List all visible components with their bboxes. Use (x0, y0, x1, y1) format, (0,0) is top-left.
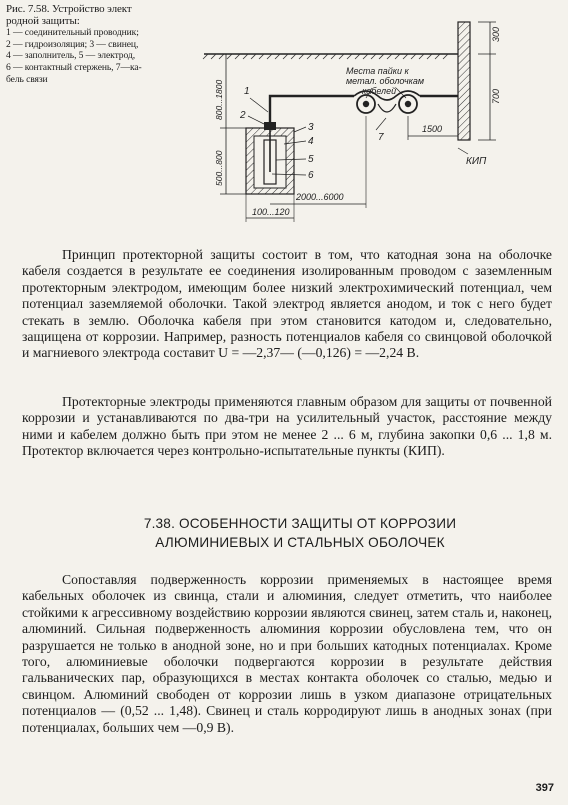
num-7: 7 (378, 132, 384, 143)
caption-title-line1: Рис. 7.58. Устройство элект (6, 3, 132, 15)
callout-7 (376, 118, 386, 143)
num-5: 5 (308, 154, 314, 165)
num-1: 1 (244, 86, 250, 97)
dim-500-800-label: 500...800 (214, 150, 224, 186)
section-heading (40, 514, 560, 552)
dim-2000-6000-label: 2000...6000 (296, 192, 344, 202)
kip-post (458, 22, 470, 140)
electrode-protection-diagram (196, 8, 526, 238)
depth-dimensions (214, 54, 246, 194)
paragraph-comparison: Сопоставляя подверженность коррозии применяемых в настоящее время кабельных оболочек из свинца, стали и алюминия, следует отметить, что наиболее стойкими к агрессивному воздействию коррозии являются свинец, затем сталь и, наконец, алюминий. Сильная подверженность алюминия коррозии обусловлена тем, что он разрушается не только в анодной зоне, но и при больших катодных потенциалах. Кроме того, алюминиевые оболочки подвергаются коррозии в результате действия гальванических пар, образующихся в местах контакта оболочек со сталью, медью и свинцом. Алюминий свободен от коррозии лишь в узком диапазоне отрицательных потенциалов — (0,52 ... 1,48). Свинец и сталь корродируют лишь в анодных зонах (при потенциалах, больших чем —0,9 В). (22, 572, 552, 735)
ground-surface (203, 54, 458, 59)
num-4: 4 (308, 136, 314, 147)
caption-legend-line: 1 — соединительный проводник; (6, 27, 139, 39)
kip-label: КИП (466, 156, 487, 167)
solder-label-2: метал. оболочкам (346, 76, 425, 86)
dim-100-120 (246, 194, 294, 222)
figure-caption (6, 4, 194, 85)
solder-label-1: Места пайки к (346, 66, 409, 76)
dim-1500 (408, 116, 458, 140)
section-heading-line2: АЛЮМИНИЕВЫХ И СТАЛЬНЫХ ОБОЛОЧЕК (155, 535, 445, 550)
section-heading-line1: 7.38. ОСОБЕННОСТИ ЗАЩИТЫ ОТ КОРРОЗИИ (143, 516, 457, 531)
paragraph-principle: Принцип протекторной защиты состоит в том, что катодная зона на оболочке кабеля создается в результате ее соединения изолированным проводом с заземленным протекторным электродом, имеющим более низкий электрохимический потенциал, чем потенциал заземляемой оболочки. Такой электрод является анодом, и ток с него будет стекать в землю. Оболочка кабеля при этом становится катодом и, следовательно, защищена от коррозии. Например, разность потенциалов кабеля со свинцовой оболочкой и магниевого электрода составит U = —2,37— (—0,126) = —2,24 В. (22, 247, 552, 361)
caption-legend-line: 6 — контактный стержень, 7—ка- (6, 61, 142, 73)
solder-label-3: кабелей (362, 86, 397, 96)
caption-legend-line: 2 — гидроизоляция; 3 — свинец, (6, 38, 139, 50)
dim-100-120-label: 100...120 (252, 207, 290, 217)
protector-electrode (246, 122, 294, 194)
dim-300-label: 300 (491, 26, 501, 42)
caption-legend-line: бель связи (6, 73, 48, 85)
page-number: 397 (535, 782, 554, 794)
dim-1500-label: 1500 (422, 124, 443, 134)
dim-800-1800-label: 800...1800 (214, 79, 224, 120)
dim-700-label: 700 (491, 88, 501, 104)
paragraph-electrodes: Протекторные электроды применяются главным образом для защиты от почвенной коррозии и устанавливаются по два-три на усилительный участок, расстояние между ними и кабелем должно быть при этом не менее 2 ... 6 м, глубина закопки 0,6 ... 1,8 м. Протектор включается через контрольно-испытательные пункты (КИП). (22, 394, 552, 459)
num-3: 3 (308, 122, 314, 133)
caption-title-line2: родной защиты: (6, 14, 80, 27)
num-6: 6 (308, 170, 314, 181)
caption-legend-line: 4 — заполнитель, 5 — электрод, (6, 50, 135, 62)
num-2: 2 (240, 110, 246, 121)
post-dimensions (478, 22, 501, 140)
